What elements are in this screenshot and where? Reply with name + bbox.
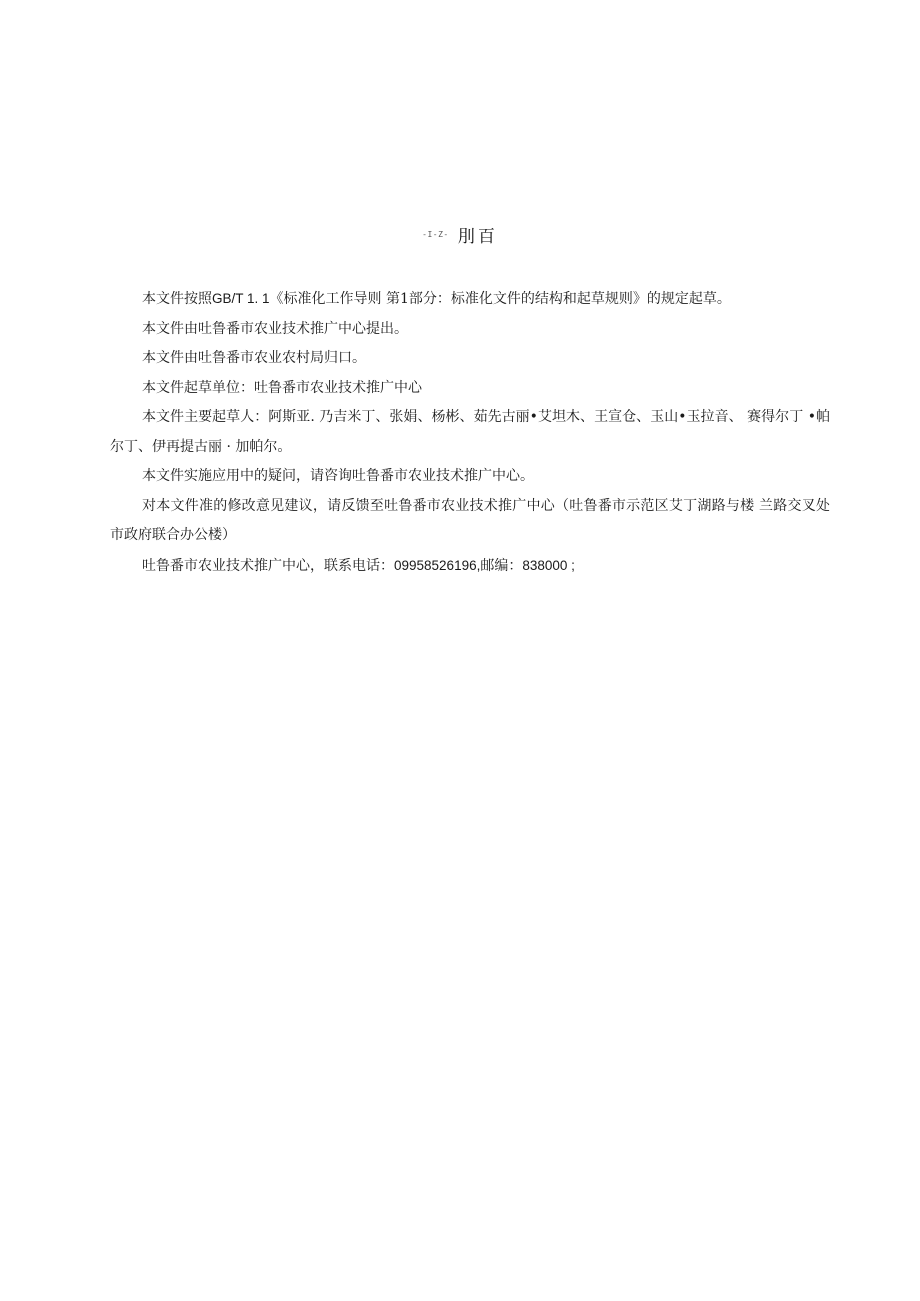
paragraph-text: 《标准化工作导则 第1部分：标准化文件的结构和起草规则》的规定起草。 — [269, 291, 731, 307]
paragraph-drafting-standard — [110, 284, 830, 315]
phone-number: 09958526196, — [394, 557, 481, 573]
foreword-body — [110, 284, 830, 581]
heading-title: 刖百 — [457, 227, 498, 247]
paragraph-inquiries: 本文件实施应用中的疑问，请咨询吐鲁番市农业技术推广中心。 — [142, 468, 534, 484]
paragraph-text: 吐鲁番市农业技术推广中心，联系电话： — [142, 557, 394, 574]
paragraph-drafting-unit: 本文件起草单位：吐鲁番市农业技术推广中心 — [142, 379, 422, 396]
paragraph-contact — [110, 551, 830, 582]
paragraph-administrator: 本文件由吐鲁番市农业农村局归口。 — [142, 350, 366, 366]
heading-prefix: -I-Z- — [422, 230, 449, 239]
paragraph-text: 本文件按照 — [142, 291, 212, 307]
postal-code: 838000 ; — [522, 557, 575, 573]
standard-code: GB/T 1. 1 — [212, 291, 270, 306]
paragraph-drafters: 本文件主要起草人：阿斯亚. 乃吉米丁、张娟、杨彬、茹先古丽•艾坦木、王宣仓、玉山•玉拉音、 赛得尔丁 •帕尔丁、伊再提古丽 · 加帕尔。 — [110, 409, 830, 455]
paragraph-text: 邮编： — [480, 557, 523, 574]
foreword-heading — [0, 222, 920, 247]
paragraph-proposer: 本文件由吐鲁番市农业技术推广中心提出。 — [142, 320, 408, 337]
paragraph-feedback: 对本文件准的修改意见建议，请反馈至吐鲁番市农业技术推广中心（吐鲁番市示范区艾丁湖路与楼 兰路交叉处市政府联合办公楼） — [110, 497, 830, 543]
